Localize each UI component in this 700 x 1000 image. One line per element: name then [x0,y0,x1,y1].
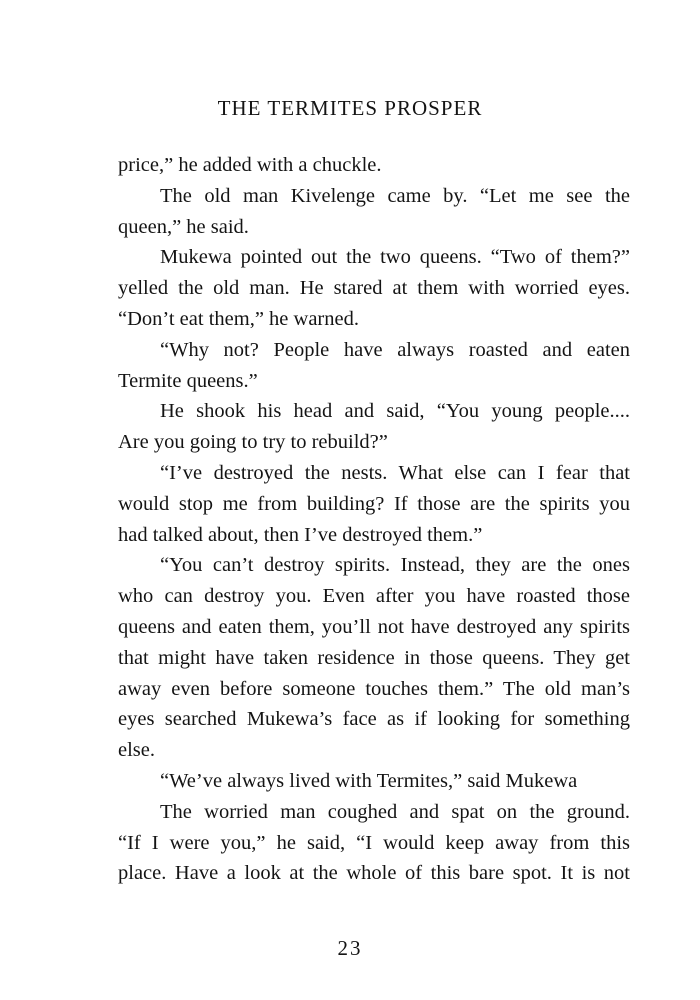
text-line: place. Have a look at the whole of this bare spot. It is not [118,862,630,885]
text-line: queen,” he said. [118,215,249,238]
text-line: queens and eaten them, you’ll not have destroyed any spirits [118,615,630,638]
text-line: “Why not? People have always roasted and eaten [160,338,630,361]
text-line: eyes searched Mukewa’s face as if looking for something [118,708,630,731]
text-line: The old man Kivelenge came by. “Let me see the [160,184,630,207]
text-line: price,” he added with a chuckle. [118,154,382,176]
text-line: who can destroy you. Even after you have roasted those [118,585,630,608]
text-line: would stop me from building? If those are the spirits you [118,492,630,515]
text-line: Mukewa pointed out the two queens. “Two of them?” [160,246,630,269]
text-line: away even before someone touches them.” The old man’s [118,677,630,700]
text-line: “You can’t destroy spirits. Instead, they are the ones [160,554,630,577]
text-line: yelled the old man. He stared at them with worried eyes. [118,277,630,300]
text-line: that might have taken residence in those queens. They get [118,646,630,669]
text-line: had talked about, then I’ve destroyed them.” [118,523,483,546]
text-line: Termite queens.” [118,369,258,392]
page-number: 23 [337,936,363,960]
text-line: “Don’t eat them,” he warned. [118,307,359,330]
body-text [118,150,630,889]
text-line: He shook his head and said, “You young people.... [160,400,630,423]
text-line: “I’ve destroyed the nests. What else can I fear that [160,461,630,484]
text-line: else. [118,739,155,762]
text-line: “We’ve always lived with Termites,” said Mukewa [160,769,578,792]
text-line: The worried man coughed and spat on the ground. [160,800,630,823]
text-line: Are you going to try to rebuild?” [118,431,388,454]
running-head: THE TERMITES PROSPER [217,96,483,120]
text-line: “If I were you,” he said, “I would keep away from this [118,831,630,854]
